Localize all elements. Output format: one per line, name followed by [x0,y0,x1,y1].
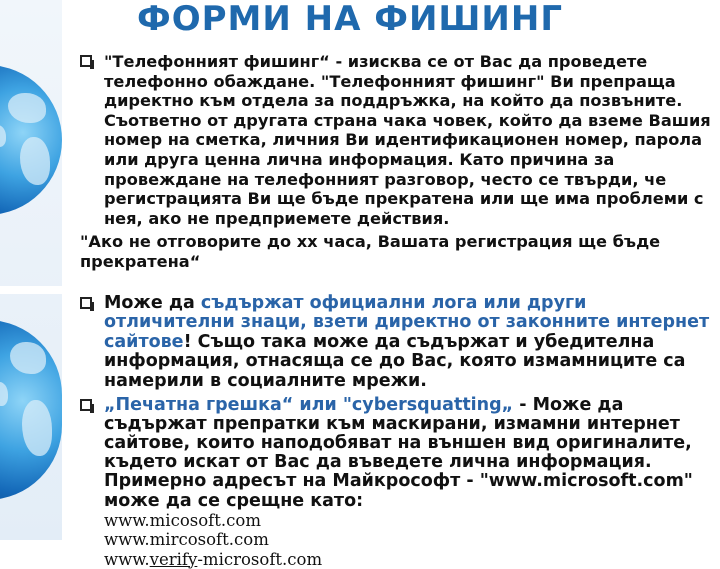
url3-suffix: -microsoft.com [197,549,323,569]
typo-highlight: „Печатна грешка“ или "cybersquatting„ [104,394,514,415]
url-example-1: www.micosoft.com [104,510,261,530]
logos-highlight: съдържат официални лога или други отличителни знаци, взети директно от законните интернет сайтове [104,292,710,352]
typo-rest: - Може да съдържат препратки към маскирани, измамни интернет сайтове, които наподобяват на външен вид оригиналите, където искат от Вас да въведете лична информация. Примерно адресът на Майкрософт - "www.microsoft.com" може да се срещне като: [104,394,693,511]
checkbox-bullet-icon [80,399,92,411]
bullet-logos [80,294,718,392]
bullet-phone-phishing [80,52,718,228]
page-title: ФОРМИ НА ФИШИНГ [136,0,564,39]
url-example-3 [80,550,718,569]
strip-divider [0,286,62,294]
logos-rest: ! Също така може да съдържат и убедителна информация, отнасяща се до Вас, която измамниците са намерили в социалните мрежи. [104,331,686,391]
checkbox-bullet-icon [80,297,92,309]
bullet-typosquatting [80,396,718,511]
phone-phishing-text: "Телефонният фишинг“ - изисква се от Вас да проведете телефонно обаждане. "Телефонният фишинг" Ви препраща директно към отдела за поддръжка, на който да позвъните. Съответно от другата страна чака човек, който да вземе Вашия номер на сметка, личния Ви идентификационен номер, парола или друга ценна лична информация. Като причина за провеждане на телефонният разговор, често се твърди, че регистрацията Ви ще бъде прекратена или ще има проблеми с нея, ако не предприемете действия. [104,52,711,228]
url3-underlined: verify [149,549,198,569]
url-example-2: www.mircosoft.com [104,530,269,550]
logos-lead: Може да [104,292,201,313]
slide-content [80,52,718,569]
checkbox-bullet-icon [80,55,92,67]
url3-prefix: www. [104,549,150,569]
quote-text: "Ако не отговорите до хх часа, Вашата регистрация ще бъде прекратена“ [80,232,661,271]
